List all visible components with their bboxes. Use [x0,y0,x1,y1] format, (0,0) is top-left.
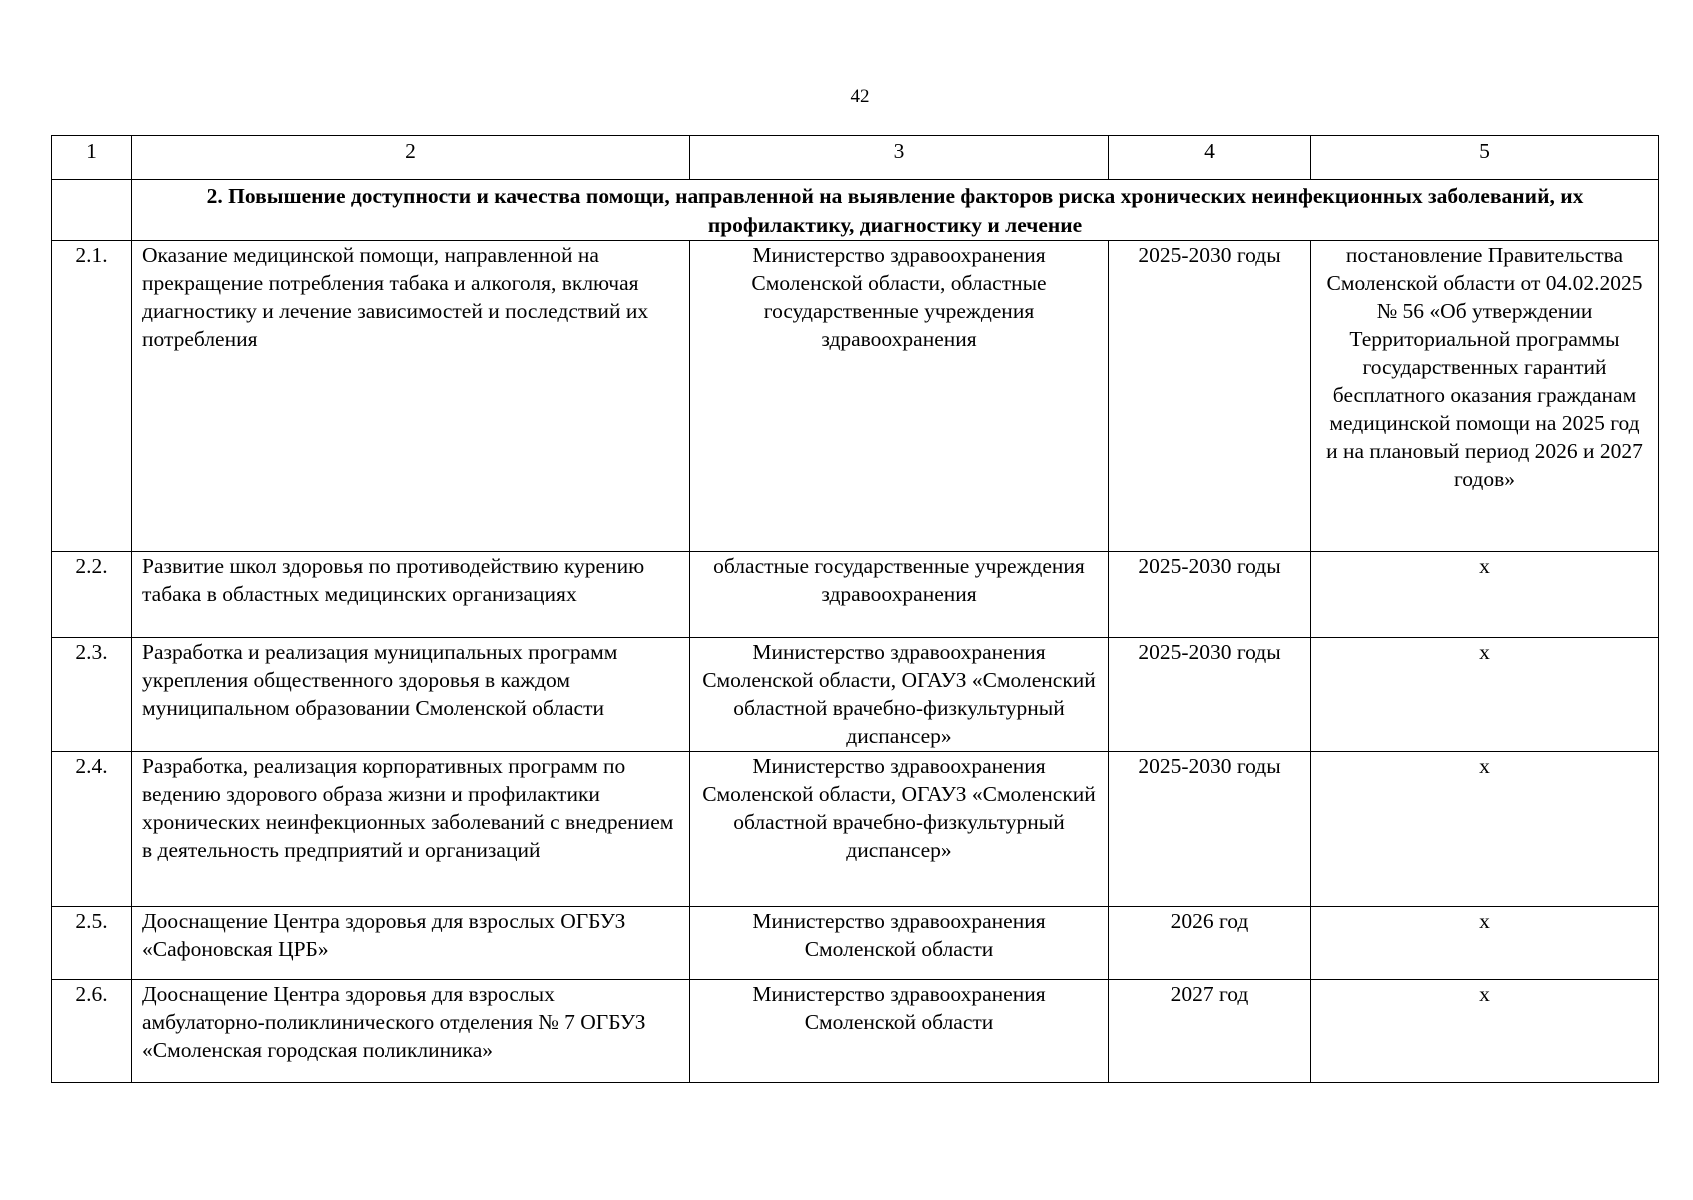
executor-cell: Министерство здравоохранения Смоленской области [690,907,1109,980]
measure-cell: Оказание медицинской помощи, направленной на прекращение потребления табака и алкоголя, включая диагностику и лечение зависимостей и последствий их потребления [132,241,690,552]
basis-cell: x [1311,907,1659,980]
column-header: 2 [132,136,690,180]
period-cell: 2025-2030 годы [1109,552,1311,638]
measure-cell: Развитие школ здоровья по противодействию курению табака в областных медицинских организациях [132,552,690,638]
column-header: 3 [690,136,1109,180]
page-number: 42 [850,86,870,107]
row-number: 2.4. [52,752,132,907]
basis-cell: постановление Правительства Смоленской области от 04.02.2025 № 56 «Об утверждении Территориальной программы государственных гарантий бесплатного оказания гражданам медицинской помощи на 2025 год и на плановый период 2026 и 2027 годов» [1311,241,1659,552]
table-row [52,907,1659,980]
executor-cell: областные государственные учреждения здравоохранения [690,552,1109,638]
executor-cell: Министерство здравоохранения Смоленской области, ОГАУЗ «Смоленский областной врачебно-физкультурный диспансер» [690,752,1109,907]
measures-table [51,135,1659,1083]
row-number: 2.6. [52,980,132,1083]
period-cell: 2025-2030 годы [1109,752,1311,907]
column-header: 4 [1109,136,1311,180]
measure-cell: Дооснащение Центра здоровья для взрослых амбулаторно-поликлинического отделения № 7 ОГБУЗ «Смоленская городская поликлиника» [132,980,690,1083]
row-number: 2.5. [52,907,132,980]
column-header: 5 [1311,136,1659,180]
column-header: 1 [52,136,132,180]
table-row [52,752,1659,907]
table-row [52,241,1659,552]
basis-cell: x [1311,752,1659,907]
executor-cell: Министерство здравоохранения Смоленской области, областные государственные учреждения здравоохранения [690,241,1109,552]
executor-cell: Министерство здравоохранения Смоленской области [690,980,1109,1083]
executor-cell: Министерство здравоохранения Смоленской области, ОГАУЗ «Смоленский областной врачебно-физкультурный диспансер» [690,638,1109,752]
row-number: 2.1. [52,241,132,552]
row-number: 2.2. [52,552,132,638]
empty-cell [52,180,132,241]
period-cell: 2025-2030 годы [1109,638,1311,752]
table-row [52,980,1659,1083]
period-cell: 2027 год [1109,980,1311,1083]
section-title: 2. Повышение доступности и качества помощи, направленной на выявление факторов риска хронических неинфекционных заболеваний, их профилактику, диагностику и лечение [132,180,1659,241]
basis-cell: x [1311,552,1659,638]
table-row [52,638,1659,752]
section-row [52,180,1659,241]
basis-cell: x [1311,638,1659,752]
table-row [52,552,1659,638]
table-header-row [52,136,1659,180]
measure-cell: Дооснащение Центра здоровья для взрослых ОГБУЗ «Сафоновская ЦРБ» [132,907,690,980]
basis-cell: x [1311,980,1659,1083]
period-cell: 2026 год [1109,907,1311,980]
measure-cell: Разработка, реализация корпоративных программ по ведению здорового образа жизни и профилактики хронических неинфекционных заболеваний с внедрением в деятельность предприятий и организаций [132,752,690,907]
row-number: 2.3. [52,638,132,752]
period-cell: 2025-2030 годы [1109,241,1311,552]
measure-cell: Разработка и реализация муниципальных программ укрепления общественного здоровья в каждом муниципальном образовании Смоленской области [132,638,690,752]
